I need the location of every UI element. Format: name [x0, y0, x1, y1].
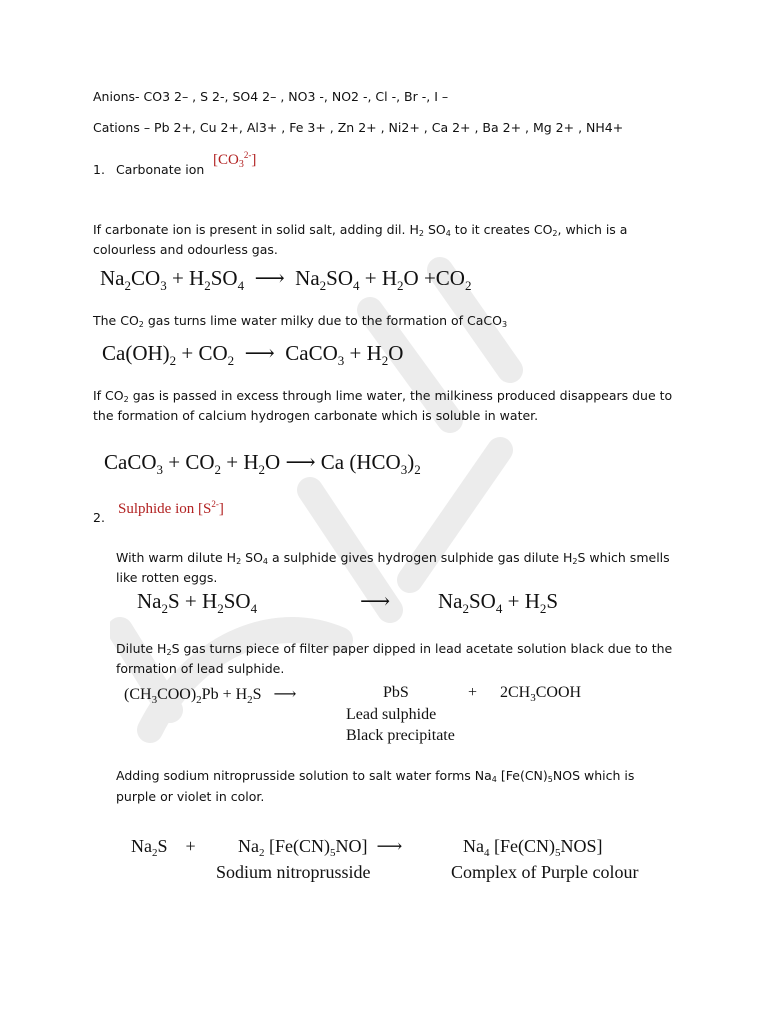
section2-para3-line2: purple or violet in color. [116, 789, 265, 804]
nitro-label-2: Complex of Purple colour [451, 862, 639, 882]
lead-label-1: Lead sulphide [346, 706, 437, 723]
section1-title: Carbonate ion [116, 162, 205, 177]
equation-bicarbonate: CaCO$_3$ + $CO_2 + H_2O$ ⟶ Ca $(HCO_3)_2$ [104, 450, 421, 477]
section1-para3-line2: the formation of calcium hydrogen carbonate which is soluble in water. [93, 408, 539, 423]
section2-para3: Adding sodium nitroprusside solution to salt water forms $Na_4$ [$Fe(CN)_5NOS$ which is [116, 768, 635, 784]
section1-number: 1. [93, 162, 105, 177]
nitro-label-1: Sodium nitroprusside [216, 862, 371, 882]
equation-limewater: $Ca(OH)_2 + CO_2$ ⟶ CaCO$_3$ + $H_2O$ [102, 341, 404, 368]
section1-para2: The $CO_2$ gas turns lime water milky due to the formation of CaCO$_3$ [93, 313, 508, 329]
cations-line: Cations – Pb 2+, Cu 2+, Al3+ , Fe 3+ , Zn 2+ , Ni2+ , Ca 2+ , Ba 2+ , Mg 2+ , NH4+ [93, 120, 624, 135]
equation-sulphide-acid: $Na_2S + H_2SO_4$ [137, 589, 258, 616]
section2-title: Sulphide ion $[S^{2-}]$ [118, 499, 224, 517]
lead-product-pbs: PbS [383, 684, 409, 701]
nitro-reagent: $Na_2$ $[Fe(CN)_5NO]$ ⟶ [238, 836, 403, 859]
section2-para2-line2: formation of lead sulphide. [116, 661, 285, 676]
equation-carbonate-acid: $Na_2CO_3 + H_2SO_4$ ⟶ $Na_2SO_4 + H_2O +CO_2$ [100, 266, 472, 293]
lead-product-acetic: $2CH_3COOH$ [500, 684, 582, 704]
equation-lead-acetate: $(CH_3COO)_2Pb + H_2S$ ⟶ [124, 686, 297, 706]
section2-number: 2. [93, 510, 105, 525]
nitro-product: $Na_4$ $[Fe(CN)_5NOS]$ [463, 836, 603, 859]
anions-line: Anions- CO3 2– , S 2-, SO4 2– , NO3 -, NO2 -, Cl -, Br -, I – [93, 89, 449, 104]
section2-para1: With warm dilute $H_2$ $SO_4$ a sulphide gives hydrogen sulphide gas dilute $H_2S$ which smells [116, 550, 670, 566]
section2-para2: Dilute $H_2S$ gas turns piece of filter paper dipped in lead acetate solution black due to the [116, 641, 673, 657]
section2-para1-line2: like rotten eggs. [116, 570, 218, 585]
nitro-reactant-na2s: $Na_2S$ + [131, 836, 196, 859]
lead-label-2: Black precipitate [346, 727, 455, 744]
section1-para1-line2: colourless and odourless gas. [93, 242, 278, 257]
lead-product-plus: + [468, 684, 478, 701]
section1-para3: If $CO_2$ gas is passed in excess through lime water, the milkiness produced disappears due to [93, 388, 673, 404]
section1-para1: If carbonate ion is present in solid salt, adding dil. $H_2$ $SO_4$ to it creates $CO_2$, which is a [93, 222, 628, 238]
carbonate-formula: $[CO_3^{2-}]$ [213, 150, 257, 170]
equation-sulphide-products: $Na_2SO_4 + H_2S$ [438, 589, 559, 616]
equation-arrow: ⟶ [360, 589, 391, 613]
